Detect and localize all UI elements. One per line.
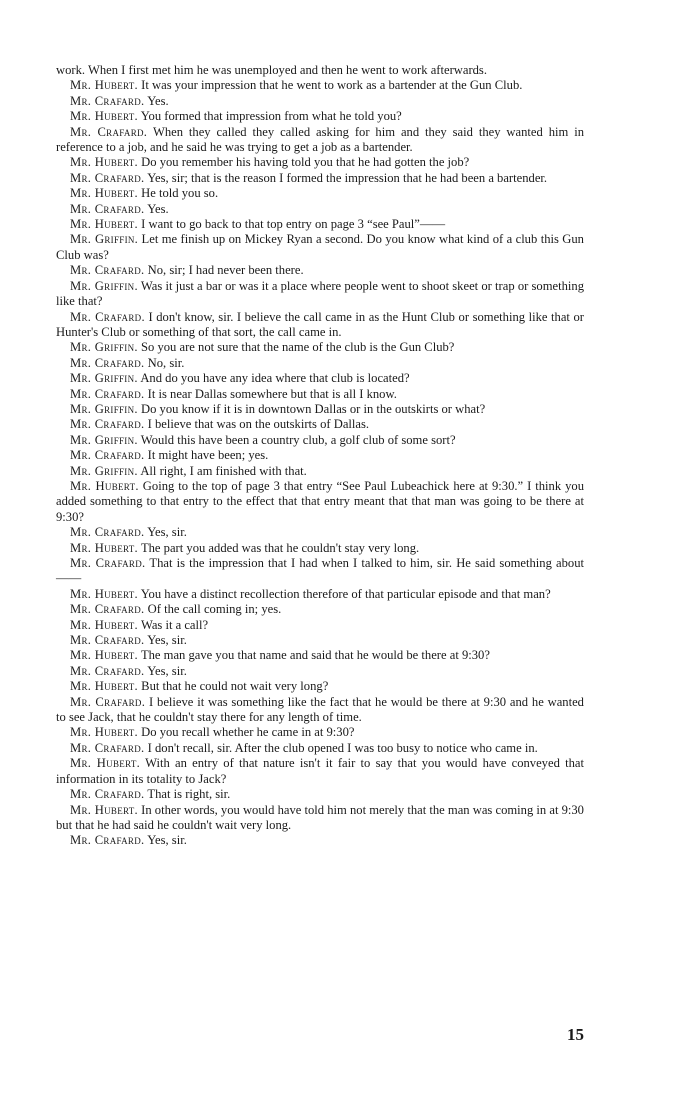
transcript-paragraph	[56, 618, 584, 633]
transcript-paragraph	[56, 340, 584, 355]
transcript-paragraph	[56, 787, 584, 802]
speaker-label: Mr. Crafard.	[70, 633, 145, 648]
speaker-label: Mr. Hubert.	[70, 586, 139, 601]
speech-text: Yes, sir.	[147, 525, 187, 540]
transcript-paragraph	[56, 803, 584, 834]
speaker-label: Mr. Crafard.	[70, 602, 145, 617]
speech-text: Do you remember his having told you that he had gotten the job?	[141, 155, 470, 170]
speaker-label: Mr. Hubert.	[70, 478, 139, 493]
speaker-label: Mr. Crafard.	[70, 448, 145, 463]
speech-text: In other words, you would have told him not merely that the man was coming in at 9:30 but that he had said he couldn't wait very long.	[56, 802, 584, 832]
speech-text: Yes.	[147, 93, 169, 108]
transcript-paragraph	[56, 602, 584, 617]
speech-text: He told you so.	[141, 186, 219, 201]
speech-text: It might have been; yes.	[147, 448, 269, 463]
transcript-paragraph	[56, 217, 584, 232]
speaker-label: Mr. Hubert.	[70, 648, 139, 663]
speech-text: That is right, sir.	[147, 787, 231, 802]
speaker-label: Mr. Crafard.	[70, 417, 145, 432]
speaker-label: Mr. Griffin.	[70, 371, 138, 386]
speech-text: Yes, sir.	[147, 663, 187, 678]
speaker-label: Mr. Griffin.	[70, 340, 138, 355]
speech-text: The part you added was that he couldn't stay very long.	[140, 540, 420, 555]
transcript-paragraph	[56, 63, 584, 78]
transcript-paragraph	[56, 479, 584, 525]
speech-text: Let me finish up on Mickey Ryan a second. Do you know what kind of a club this Gun Club was?	[56, 232, 584, 262]
speech-text: Yes, sir.	[147, 633, 187, 648]
speech-text: I don't recall, sir. After the club opened I was too busy to notice who came in.	[147, 740, 538, 755]
speech-text: Do you know if it is in downtown Dallas or in the outskirts or what?	[141, 401, 486, 416]
speech-text: You formed that impression from what he told you?	[140, 109, 402, 124]
transcript-paragraph	[56, 464, 584, 479]
speech-text: Yes, sir; that is the reason I formed the impression that he had been a bartender.	[147, 170, 548, 185]
transcript-paragraph	[56, 741, 584, 756]
speech-text: With an entry of that nature isn't it fair to say that you would have conveyed that information in its totality to Jack?	[56, 756, 584, 786]
speaker-label: Mr. Hubert.	[70, 78, 139, 93]
speech-text: No, sir; I had never been there.	[147, 263, 304, 278]
speaker-label: Mr. Crafard.	[70, 124, 148, 139]
speech-text: But that he could not wait very long?	[141, 679, 329, 694]
speech-text: It is near Dallas somewhere but that is all I know.	[147, 386, 397, 401]
transcript-paragraph	[56, 202, 584, 217]
transcript-paragraph	[56, 448, 584, 463]
speaker-label: Mr. Crafard.	[70, 355, 145, 370]
speaker-label: Mr. Crafard.	[70, 263, 145, 278]
transcript-paragraph	[56, 756, 584, 787]
speech-text: Yes.	[147, 201, 169, 216]
speech-text: Was it a call?	[140, 617, 209, 632]
transcript-paragraph	[56, 78, 584, 93]
speech-text: That is the impression that I had when I talked to him, sir. He said something about——	[56, 556, 584, 586]
transcript-paragraph	[56, 433, 584, 448]
speech-text: Yes, sir.	[147, 833, 187, 848]
speaker-label: Mr. Hubert.	[70, 679, 139, 694]
speech-text: Do you recall whether he came in at 9:30?	[141, 725, 355, 740]
transcript-paragraph	[56, 125, 584, 156]
speaker-label: Mr. Griffin.	[70, 232, 139, 247]
speaker-label: Mr. Griffin.	[70, 463, 138, 478]
speaker-label: Mr. Crafard.	[70, 525, 145, 540]
transcript-paragraph	[56, 664, 584, 679]
transcript-paragraph	[56, 310, 584, 341]
transcript-paragraph	[56, 371, 584, 386]
page-number: 15	[567, 1025, 584, 1044]
transcript-paragraph	[56, 279, 584, 310]
speaker-label: Mr. Crafard.	[70, 833, 145, 848]
speech-text: Would this have been a country club, a golf club of some sort?	[140, 432, 456, 447]
speech-text: I believe it was something like the fact that he would be there at 9:30 and he wanted to see Jack, that he couldn't stay there for any length of time.	[56, 694, 584, 725]
transcript-paragraph	[56, 648, 584, 663]
speech-text: And do you have any idea where that club is located?	[140, 371, 410, 386]
transcript-paragraph	[56, 232, 584, 263]
transcript-paragraph	[56, 263, 584, 278]
speech-text: You have a distinct recollection therefore of that particular episode and that man?	[140, 586, 551, 601]
speech-text: It was your impression that he went to work as a bartender at the Gun Club.	[141, 78, 523, 93]
speech-text: I want to go back to that top entry on page 3 “see Paul”——	[141, 217, 446, 232]
speaker-label: Mr. Crafard.	[70, 663, 145, 678]
speaker-label: Mr. Griffin.	[70, 401, 138, 416]
speech-text: work. When I first met him he was unemployed and then he went to work afterwards.	[56, 63, 487, 77]
speaker-label: Mr. Crafard.	[70, 787, 145, 802]
transcript-paragraph	[56, 633, 584, 648]
speaker-label: Mr. Hubert.	[70, 217, 139, 232]
transcript-paragraph	[56, 556, 584, 587]
transcript-paragraph	[56, 387, 584, 402]
speaker-label: Mr. Hubert.	[70, 155, 139, 170]
speech-text: Going to the top of page 3 that entry “See Paul Lubeachick here at 9:30.” I think you added something to that entry to the effect that that entry meant that that man was going to be there at 9:30?	[56, 478, 584, 524]
speech-text: So you are not sure that the name of the club is the Gun Club?	[141, 340, 455, 355]
transcript-paragraph	[56, 679, 584, 694]
transcript-paragraph	[56, 417, 584, 432]
speech-text: Of the call coming in; yes.	[147, 602, 282, 617]
speech-text: When they called they called asking for him and they said they wanted him in reference to a job, and he said he was trying to get a job as a bartender.	[56, 124, 584, 155]
transcript-paragraph	[56, 525, 584, 540]
transcript-paragraph	[56, 94, 584, 109]
transcript-paragraph	[56, 186, 584, 201]
speaker-label: Mr. Hubert.	[70, 617, 139, 632]
speaker-label: Mr. Crafard.	[70, 170, 145, 185]
speaker-label: Mr. Griffin.	[70, 432, 138, 447]
speaker-label: Mr. Crafard.	[70, 201, 145, 216]
speaker-label: Mr. Hubert.	[70, 186, 139, 201]
speaker-label: Mr. Hubert.	[70, 756, 141, 771]
transcript-paragraph	[56, 587, 584, 602]
transcript-paragraph	[56, 541, 584, 556]
speaker-label: Mr. Crafard.	[70, 93, 145, 108]
speaker-label: Mr. Crafard.	[70, 309, 145, 324]
speech-text: All right, I am finished with that.	[140, 463, 307, 478]
speech-text: The man gave you that name and said that he would be there at 9:30?	[140, 648, 490, 663]
transcript-page	[56, 63, 584, 849]
transcript-paragraph	[56, 402, 584, 417]
transcript-paragraph	[56, 109, 584, 124]
speech-text: No, sir.	[147, 355, 185, 370]
speaker-label: Mr. Hubert.	[70, 802, 139, 817]
speaker-label: Mr. Hubert.	[70, 109, 139, 124]
transcript-paragraph	[56, 155, 584, 170]
speaker-label: Mr. Hubert.	[70, 725, 139, 740]
speaker-label: Mr. Crafard.	[70, 386, 145, 401]
transcript-paragraph	[56, 725, 584, 740]
speaker-label: Mr. Crafard.	[70, 740, 145, 755]
transcript-paragraph	[56, 695, 584, 726]
speaker-label: Mr. Crafard.	[70, 694, 146, 709]
transcript-paragraph	[56, 171, 584, 186]
transcript-paragraph	[56, 833, 584, 848]
speech-text: Was it just a bar or was it a place where people went to shoot skeet or trap or something like that?	[56, 278, 584, 309]
speech-text: I believe that was on the outskirts of Dallas.	[147, 417, 370, 432]
speaker-label: Mr. Crafard.	[70, 556, 146, 570]
speaker-label: Mr. Griffin.	[70, 278, 138, 293]
transcript-paragraph	[56, 356, 584, 371]
speaker-label: Mr. Hubert.	[70, 540, 139, 555]
speech-text: I don't know, sir. I believe the call came in as the Hunt Club or something like that or Hunter's Club or something of that sort, the call came in.	[56, 309, 584, 339]
